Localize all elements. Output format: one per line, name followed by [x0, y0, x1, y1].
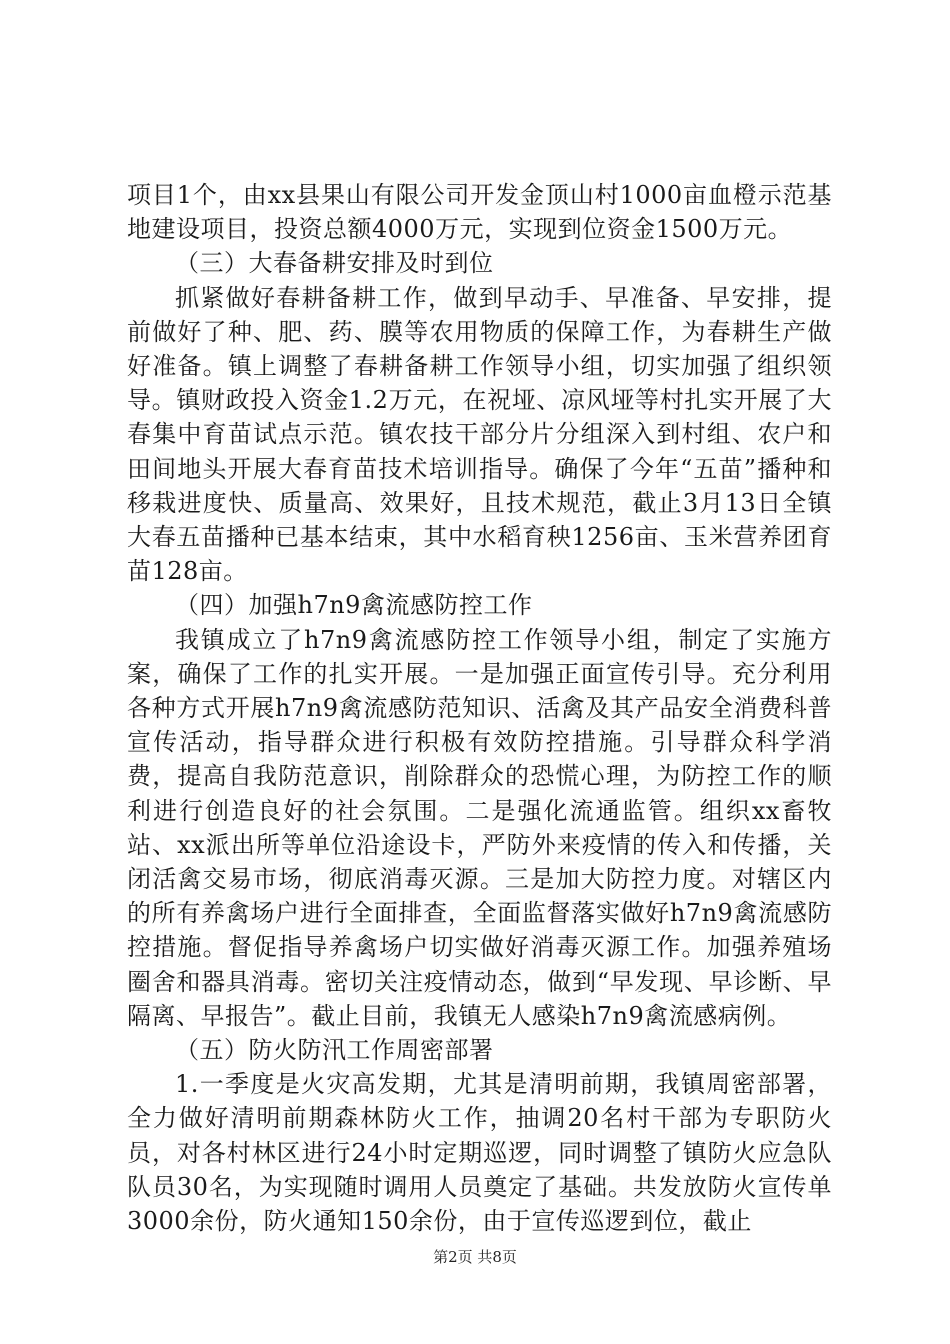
paragraph-fire-prevention: 1.一季度是火灾高发期，尤其是清明前期，我镇周密部署，全力做好清明前期森林防火工作，抽调20名村干部为专职防火员，对各村林区进行24小时定期巡逻，同时调整了镇防火应急队队员30名，为实现随时调用人员奠定了基础。共发放防火宣传单3000余份，防火通知150余份，由于宣传巡逻到位，截止 [127, 1070, 832, 1236]
page-footer: 第2页 共8页 [433, 1248, 517, 1266]
section-heading-4: （四）加强h7n9禽流感防控工作 [175, 591, 533, 620]
paragraph-spring-farming: 抓紧做好春耕备耕工作，做到早动手、早准备、早安排，提前做好了种、肥、药、膜等农用物质的保障工作，为春耕生产做好准备。镇上调整了春耕备耕工作领导小组，切实加强了组织领导。镇财政投入资金1.2万元，在祝垭、凉风垭等村扎实开展了大春集中育苗试点示范。镇农技干部分片分组深入到村组、农户和田间地头开展大春育苗技术培训指导。确保了今年“五苗”播种和移栽进度快、质量高、效果好，且技术规范，截止3月13日全镇大春五苗播种已基本结束，其中水稻育秧1256亩、玉米营养团育苗128亩。 [127, 283, 832, 586]
document-body [127, 178, 832, 1238]
paragraph-continuation: 项目1个，由xx县果山有限公司开发金顶山村1000亩血橙示范基地建设项目，投资总额4000万元，实现到位资金1500万元。 [127, 181, 832, 244]
section-heading-5: （五）防火防汛工作周密部署 [175, 1036, 494, 1065]
section-heading-3: （三）大春备耕安排及时到位 [175, 249, 494, 278]
paragraph-h7n9-prevention: 我镇成立了h7n9禽流感防控工作领导小组，制定了实施方案，确保了工作的扎实开展。一是加强正面宣传引导。充分利用各种方式开展h7n9禽流感防范知识、活禽及其产品安全消费科普宣传活动，指导群众进行积极有效防控措施。引导群众科学消费，提高自我防范意识，削除群众的恐慌心理，为防控工作的顺利进行创造良好的社会氛围。二是强化流通监管。组织xx畜牧站、xx派出所等单位沿途设卡，严防外来疫情的传入和传播，关闭活禽交易市场，彻底消毒灭源。三是加大防控力度。对辖区内的所有养禽场户进行全面排查，全面监督落实做好h7n9禽流感防控措施。督促指导养禽场户切实做好消毒灭源工作。加强养殖场圈舍和器具消毒。密切关注疫情动态，做到“早发现、早诊断、早隔离、早报告”。截止目前，我镇无人感染h7n9禽流感病例。 [127, 625, 832, 1030]
